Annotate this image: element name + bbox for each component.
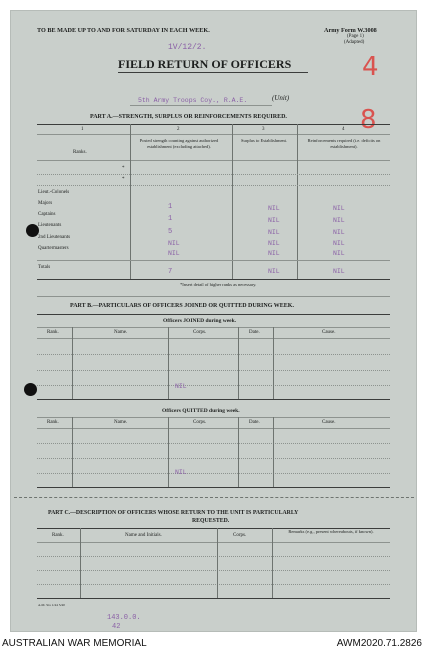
part-a-vline-3 [297, 124, 298, 279]
blank-row-rule-2 [37, 185, 390, 186]
part-c-col-name: Name and Initials. [125, 533, 162, 538]
quitted-row-rule [37, 473, 390, 474]
part-c-col-remarks: Remarks (e.g., present whereabouts, if known). [288, 529, 374, 534]
joined-col-date: Date. [249, 330, 260, 335]
reinf-value: NIL [333, 240, 345, 247]
footer-institution: AUSTRALIAN WAR MEMORIAL [2, 638, 147, 649]
joined-title: Officers JOINED during week. [163, 318, 237, 324]
unit-label: (Unit) [272, 94, 290, 102]
surplus-value: NIL [268, 205, 280, 212]
part-c-col-corps: Corps. [233, 533, 247, 538]
print-code: A.M. Sta 1/44 5/40 [38, 603, 65, 607]
part-a-bottom-rule [37, 279, 390, 280]
bottom-typed-number-2: 42 [112, 623, 121, 631]
joined-row-rule [37, 354, 390, 355]
quitted-row-rule [37, 458, 390, 459]
part-c-row-rule [37, 556, 390, 557]
col-header-rule [37, 160, 390, 161]
part-c-col-rank: Rank. [52, 533, 64, 538]
submission-note: TO BE MADE UP TO AND FOR SATURDAY IN EACH WEEK. [37, 27, 210, 34]
posted-value: NIL [168, 250, 180, 257]
part-a-footnote: *Insert detail of higher ranks as necessary. [180, 282, 257, 287]
joined-vline [238, 327, 239, 399]
part-a-top-rule [37, 124, 390, 125]
part-a-vline-2 [232, 124, 233, 279]
quitted-title-rule [37, 417, 390, 418]
section-divider-1 [37, 296, 390, 297]
footer-accession-number: AWM2020.71.2826 [336, 638, 422, 649]
form-sheet [10, 10, 417, 632]
part-c-title-line1: PART C.—DESCRIPTION OF OFFICERS WHOSE RETURN TO THE UNIT IS PARTICULARLY [48, 510, 299, 516]
red-annotation-8: 8 [360, 105, 377, 135]
totals-top-rule [37, 260, 390, 261]
col-number-2: 2 [177, 127, 180, 132]
posted-value: 1 [168, 215, 173, 223]
reinf-value: NIL [333, 217, 345, 224]
joined-entry: NIL [175, 383, 187, 390]
part-c-vline [272, 528, 273, 598]
reinf-value: NIL [333, 205, 345, 212]
joined-col-rank: Rank. [47, 330, 59, 335]
punch-hole [26, 224, 39, 237]
col-number-rule [37, 134, 390, 135]
quitted-vline [72, 417, 73, 487]
quitted-col-name: Name. [114, 420, 128, 425]
perforation-line [14, 497, 414, 498]
typed-unit: 5th Army Troops Coy., R.A.E. [138, 97, 248, 104]
surplus-value: NIL [268, 250, 280, 257]
joined-row-rule [37, 385, 390, 386]
adapted-note: (Adapted) [344, 40, 365, 45]
rank-label: Majors [38, 201, 53, 206]
surplus-value: NIL [268, 229, 280, 236]
totals-posted: 7 [168, 268, 173, 276]
quitted-vline [238, 417, 239, 487]
totals-surplus: NIL [268, 268, 280, 275]
totals-label: Totals [38, 265, 51, 270]
quitted-header-rule [37, 428, 390, 429]
joined-header-rule [37, 338, 390, 339]
quitted-col-date: Date. [249, 420, 260, 425]
quitted-vline [273, 417, 274, 487]
form-title: FIELD RETURN OF OFFICERS [118, 57, 292, 71]
surplus-value: NIL [268, 217, 280, 224]
part-c-vline [80, 528, 81, 598]
reinf-value: NIL [333, 250, 345, 257]
part-a-title: PART A.—STRENGTH, SURPLUS OR REINFORCEMENTS REQUIRED. [90, 114, 287, 120]
joined-bottom-rule [37, 399, 390, 400]
part-c-title-line2: REQUESTED. [192, 518, 230, 524]
rank-label: 2nd Lieutenants [38, 235, 71, 240]
part-c-bottom-rule [37, 598, 390, 599]
surplus-value: NIL [268, 240, 280, 247]
posted-value: NIL [168, 240, 180, 247]
posted-value: 5 [168, 228, 173, 236]
joined-row-rule [37, 370, 390, 371]
col-header-ranks: Ranks. [73, 150, 87, 155]
form-number: Army Form W.3008 [324, 27, 377, 34]
joined-vline [168, 327, 169, 399]
col-header-posted: Posted strength counting against authorized establishment (excluding attached). [139, 138, 219, 149]
asterisk-2: * [122, 177, 125, 182]
quitted-row-rule [37, 443, 390, 444]
blank-row-rule-1 [37, 174, 390, 175]
part-c-header-rule [37, 542, 390, 543]
quitted-entry: NIL [175, 469, 187, 476]
unit-line [130, 105, 272, 106]
rank-label: Quartermasters [38, 246, 69, 251]
joined-title-rule [37, 327, 390, 328]
col-header-surplus: Surplus to Establishment. [240, 138, 288, 143]
quitted-vline [168, 417, 169, 487]
part-c-vline [217, 528, 218, 598]
quitted-col-corps: Corps. [193, 420, 207, 425]
joined-vline [72, 327, 73, 399]
asterisk-1: * [122, 166, 125, 171]
typed-date: 1V/12/2. [168, 43, 207, 52]
title-underline [118, 72, 308, 73]
part-c-row-rule [37, 570, 390, 571]
totals-reinf: NIL [333, 268, 345, 275]
part-b-top-rule [37, 314, 390, 315]
joined-col-name: Name. [114, 330, 128, 335]
joined-col-corps: Corps. [193, 330, 207, 335]
quitted-title: Officers QUITTED during week. [162, 408, 240, 414]
joined-vline [273, 327, 274, 399]
col-number-3: 3 [262, 127, 265, 132]
quitted-col-cause: Cause. [322, 420, 336, 425]
col-number-4: 4 [342, 127, 345, 132]
part-a-vline-1 [130, 124, 131, 279]
col-header-reinf: Reinforcements required (i.e. deficits on establishment). [307, 138, 381, 149]
punch-hole [24, 383, 37, 396]
reinf-value: NIL [333, 229, 345, 236]
rank-label: Lieutenants [38, 223, 62, 228]
part-c-row-rule [37, 584, 390, 585]
part-b-title: PART B.—PARTICULARS OF OFFICERS JOINED OR QUITTED DURING WEEK. [70, 303, 294, 309]
quitted-col-rank: Rank. [47, 420, 59, 425]
col-number-1: 1 [81, 127, 84, 132]
rank-label: Lieut.-Colonels [38, 190, 70, 195]
red-annotation-4: 4 [362, 52, 379, 82]
rank-label: Captains [38, 212, 56, 217]
page-number: (Page 1) [347, 34, 364, 39]
posted-value: 1 [168, 203, 173, 211]
quitted-bottom-rule [37, 487, 390, 488]
joined-col-cause: Cause. [322, 330, 336, 335]
archive-footer [0, 635, 426, 653]
bottom-typed-number: 143.0.0. [107, 614, 141, 622]
